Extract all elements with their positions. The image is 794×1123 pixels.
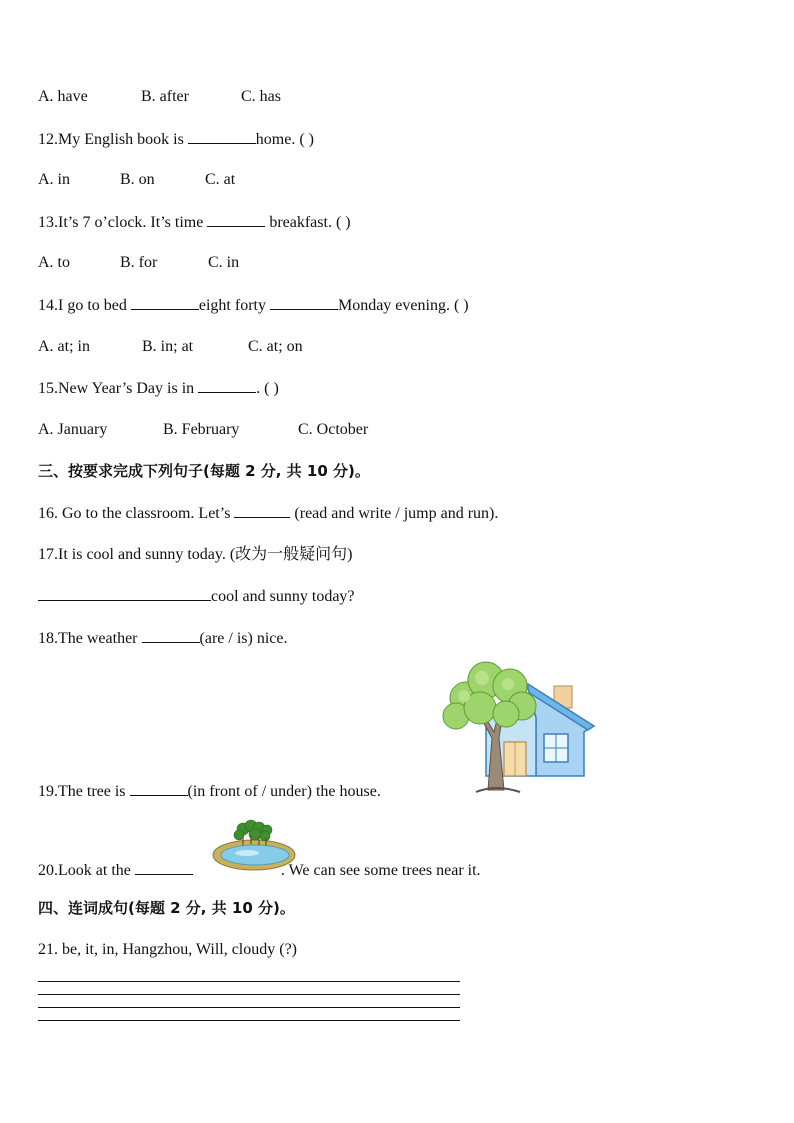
q12-prefix: 12.My English book is [38,131,188,148]
q18-blank[interactable] [142,628,200,643]
q16-blank[interactable] [234,503,290,518]
q13-option-a: A. to [38,254,70,271]
q12-option-b: B. on [120,171,155,188]
answer-line-1[interactable] [38,981,460,982]
q12-suffix: home. ( ) [255,131,314,148]
section-4-heading: 四、连词成句(每题 2 分, 共 10 分)。 [38,899,295,917]
q14-blank-2[interactable] [270,295,338,310]
q14-option-b: B. in; at [142,338,194,355]
q14-middle: eight forty [198,297,270,314]
q13-option-c: C. in [208,254,240,271]
q15-option-b: B. February [163,421,240,438]
q14-blank-1[interactable] [131,295,199,310]
q18-prefix: 18.The weather [38,630,142,647]
q14-question [38,295,469,316]
q15-option-c: C. October [298,421,369,438]
q15-option-a: A. January [38,421,108,438]
house-with-tree-illustration [436,658,598,798]
q11-option-a: A. have [38,88,88,105]
q21-question: 21. be, it, in, Hangzhou, Will, cloudy (?) [38,941,298,958]
q16-prefix: 16. Go to the classroom. Let’s [38,505,235,522]
q15-suffix: . ( ) [256,380,279,397]
q13-prefix: 13.It’s 7 o’clock. It’s time [38,214,208,231]
q20-suffix: . We can see some trees near it. [280,862,481,879]
q16-suffix: (read and write / jump and run). [290,505,499,522]
q20-prefix: 20.Look at the [38,862,135,879]
q11-option-c: C. has [241,88,281,105]
q18-suffix: (are / is) nice. [199,630,288,647]
q13-option-b: B. for [120,254,158,271]
q19-blank[interactable] [130,781,188,796]
q19-suffix: (in front of / under) the house. [187,783,381,800]
q17-suffix: cool and sunny today? [211,588,355,605]
q13-blank[interactable] [207,212,265,227]
q20-question [38,860,481,881]
q19-prefix: 19.The tree is [38,783,130,800]
q15-prefix: 15.New Year’s Day is in [38,380,199,397]
answer-line-3[interactable] [38,1007,460,1008]
q17-blank[interactable] [38,586,211,601]
q14-prefix: 14.I go to bed [38,297,131,314]
q12-option-c: C. at [205,171,236,188]
q15-blank[interactable] [198,378,256,393]
q12-blank[interactable] [188,129,256,144]
q13-question [38,212,351,233]
answer-line-2[interactable] [38,994,460,995]
q15-question [38,378,279,399]
q13-suffix: breakfast. ( ) [265,214,351,231]
q16-question [38,503,498,524]
q19-question [38,781,381,802]
q17-question: 17.It is cool and sunny today. (改为一般疑问句) [38,546,353,563]
q11-option-b: B. after [141,88,189,105]
section-3-heading: 三、按要求完成下列句子(每题 2 分, 共 10 分)。 [38,462,370,480]
q14-suffix: Monday evening. ( ) [337,297,469,314]
q14-option-a: A. at; in [38,338,90,355]
q12-option-a: A. in [38,171,70,188]
q14-option-c: C. at; on [248,338,303,355]
q12-question [38,129,314,150]
q18-question [38,628,287,649]
answer-line-4[interactable] [38,1020,460,1021]
q17-answer-line [38,586,355,607]
q20-blank[interactable] [135,860,193,875]
